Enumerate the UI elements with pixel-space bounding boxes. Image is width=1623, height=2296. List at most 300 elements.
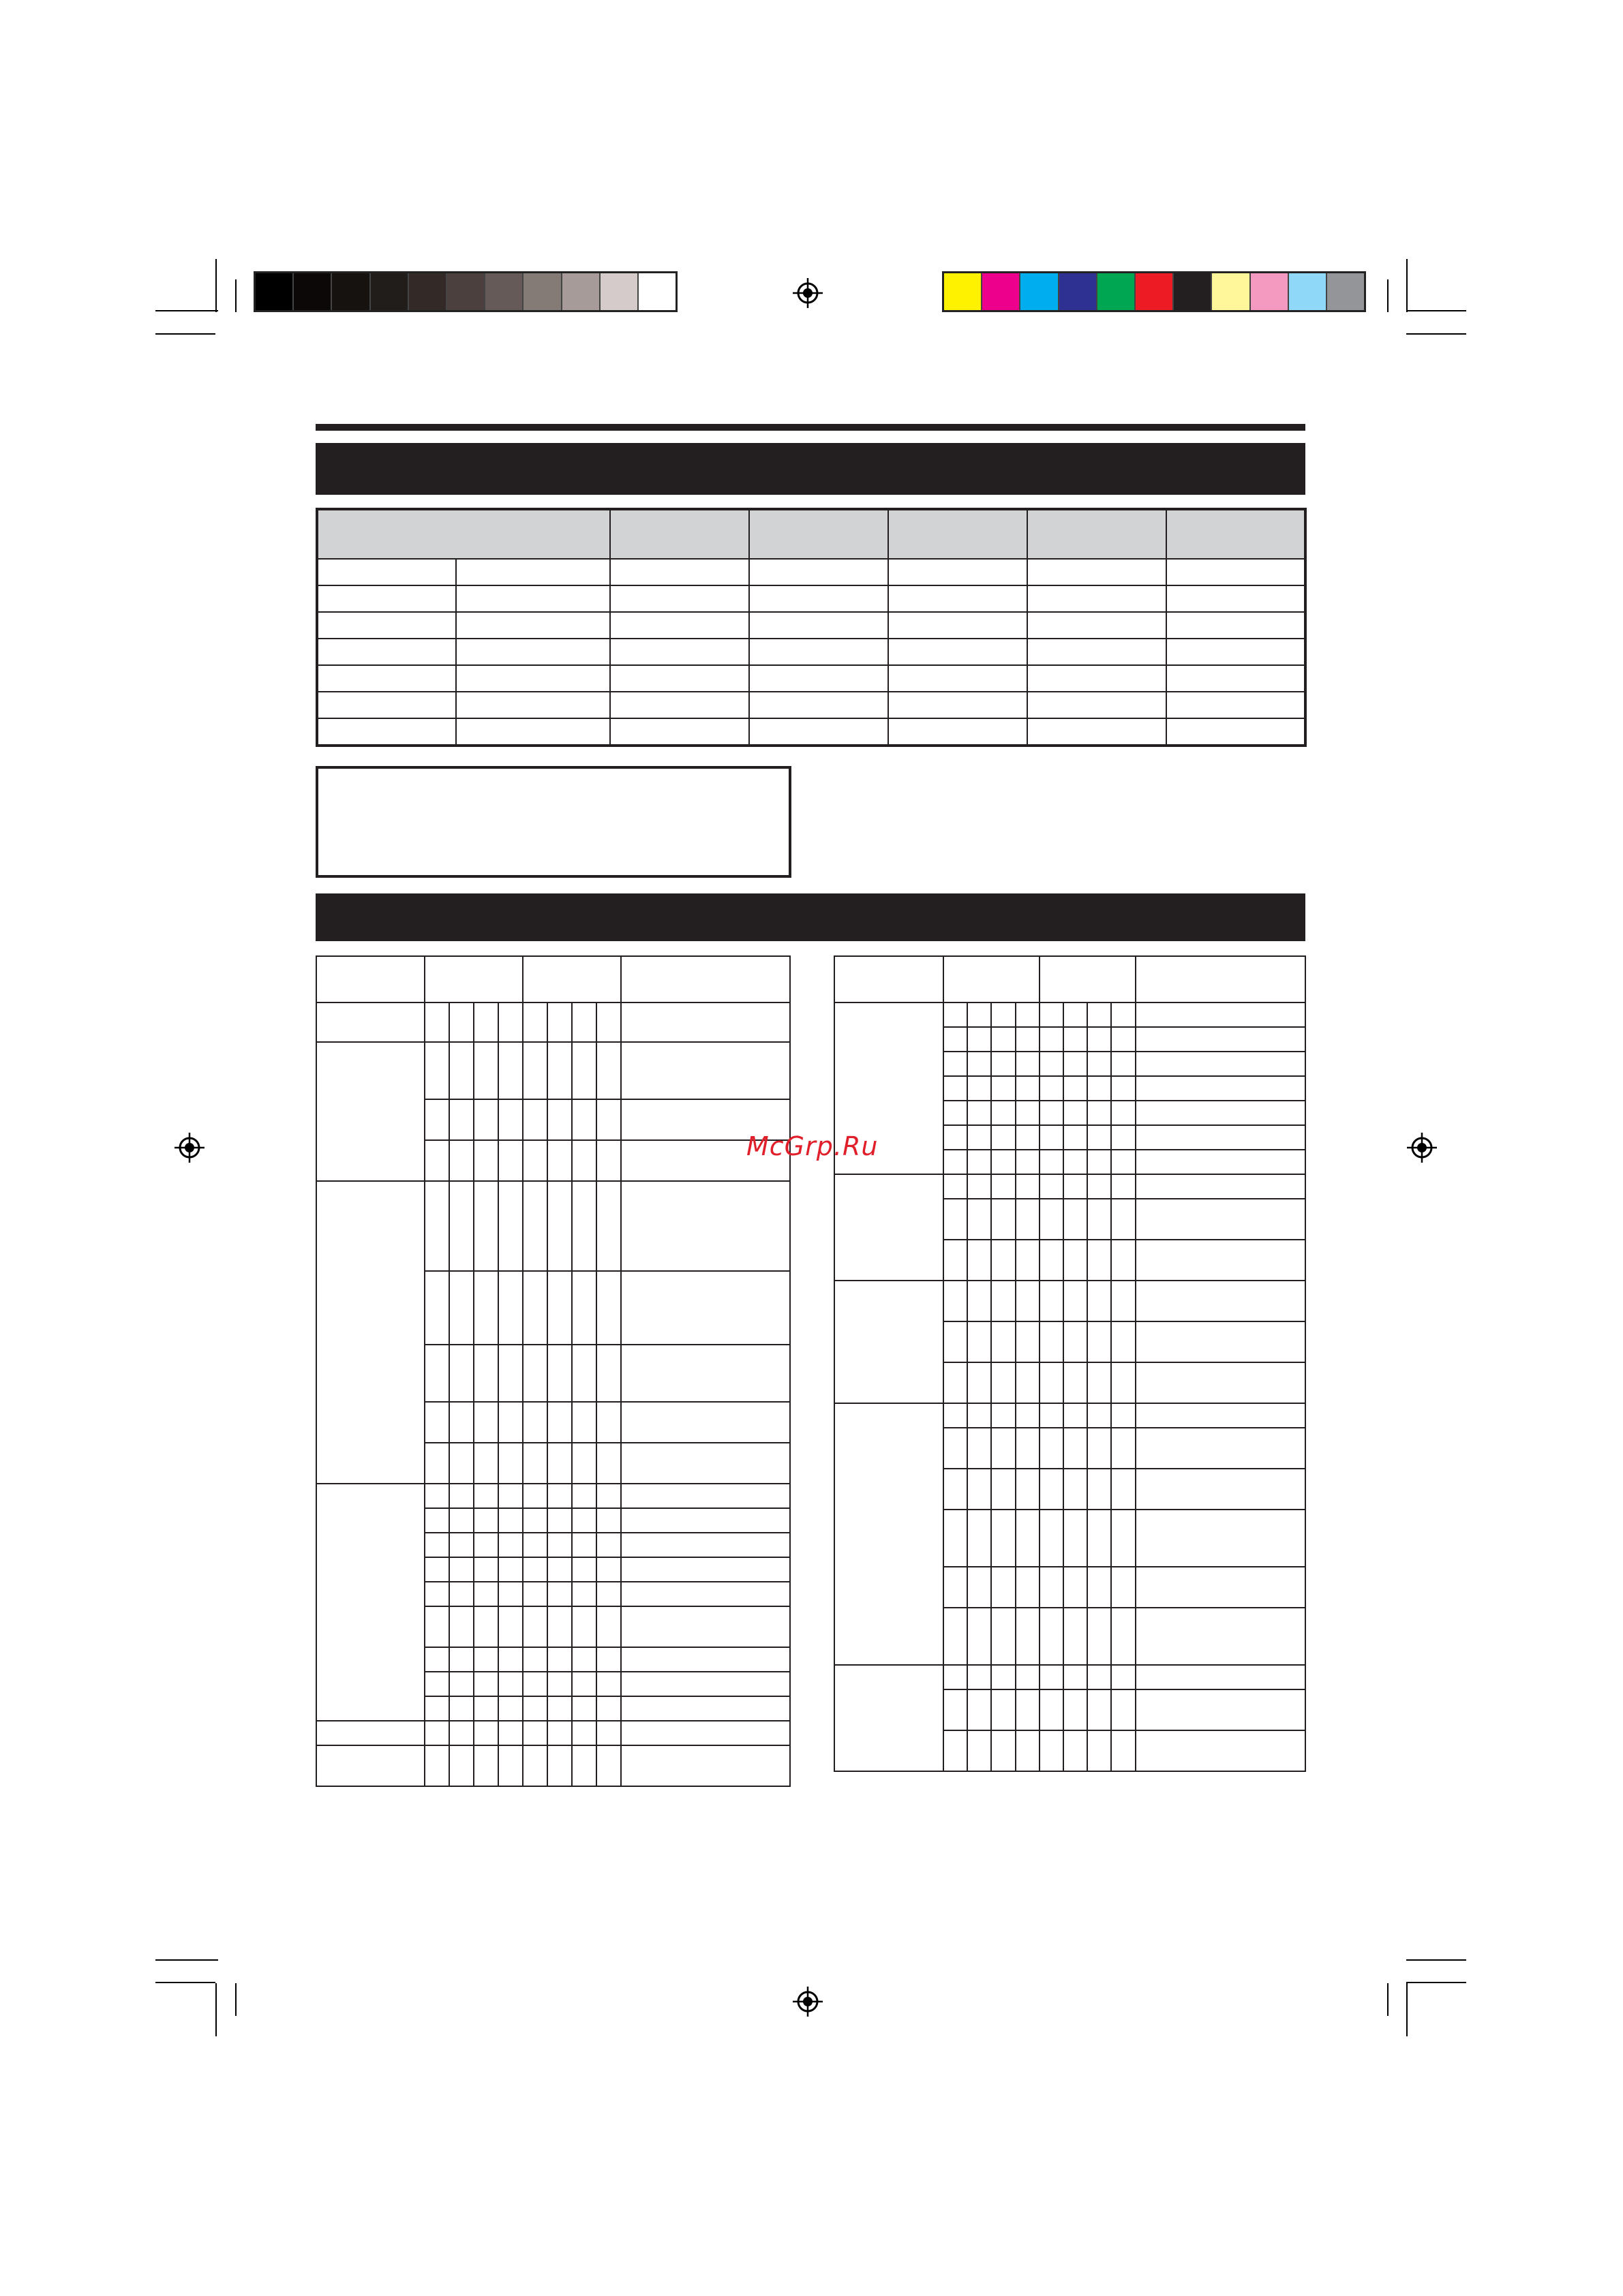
spec-cell [610,585,749,612]
grid-cell [1063,1665,1087,1689]
grid-cell [523,1508,547,1533]
grid-cell [991,1362,1015,1403]
spec-table-row [317,639,1305,665]
grid-cell [1016,1608,1040,1665]
grid-cell [523,1484,547,1508]
grid-cell [449,1002,474,1042]
grid-cell [1040,1240,1063,1281]
grid-cell [596,1557,621,1582]
grid-cell [1136,1567,1305,1608]
spec-cell [1166,612,1305,639]
grid-header-cell [523,956,621,1002]
grid-cell [1136,1052,1305,1076]
grid-cell [498,1533,523,1557]
grid-group-cell [834,1281,943,1403]
grid-cell [991,1150,1015,1174]
grid-cell [1063,1362,1087,1403]
grid-cell [596,1002,621,1042]
grid-row [316,1042,790,1099]
grid-cell [1111,1321,1135,1362]
crop-mark [155,1959,218,1961]
grid-cell [943,1052,967,1076]
grid-cell [596,1402,621,1443]
grid-cell [1136,1150,1305,1174]
spec-cell [317,612,456,639]
grid-cell [967,1125,991,1150]
grid-cell [1063,1689,1087,1730]
grid-group-cell [834,1665,943,1771]
grid-header-cell [834,956,943,1002]
grid-cell [621,1696,790,1721]
grid-cell [425,1345,449,1402]
grid-cell [596,1271,621,1345]
grid-cell [1111,1567,1135,1608]
grid-cell [991,1125,1015,1150]
grid-cell [621,1443,790,1484]
crop-mark [155,1982,215,1983]
grid-cell [523,1140,547,1181]
grid-row [316,1745,790,1786]
section-header-band [316,893,1305,941]
crop-mark [1406,1959,1466,1961]
grid-cell [1063,1174,1087,1199]
spec-cell [317,692,456,718]
spec-cell [610,692,749,718]
grid-cell [1111,1150,1135,1174]
grid-cell [1111,1665,1135,1689]
grid-cell [621,1181,790,1271]
grid-cell [1040,1730,1063,1771]
grid-cell [1063,1150,1087,1174]
grid-cell [572,1508,596,1533]
color-calibration-bar [942,271,1366,312]
grid-cell [991,1240,1015,1281]
grid-cell [967,1002,991,1027]
grid-cell [1136,1689,1305,1730]
grid-cell [449,1557,474,1582]
grid-cell [1063,1240,1087,1281]
grid-cell [1016,1730,1040,1771]
grid-cell [943,1403,967,1428]
grid-cell [523,1647,547,1672]
grid-cell [449,1533,474,1557]
grid-cell [1040,1689,1063,1730]
grid-cell [621,1002,790,1042]
color-swatch [639,273,676,310]
grid-cell [1063,1567,1087,1608]
grid-cell [425,1557,449,1582]
grid-cell [967,1608,991,1665]
grid-cell [1111,1608,1135,1665]
grid-cell [498,1443,523,1484]
grid-row [316,1002,790,1042]
grid-cell [1016,1362,1040,1403]
grid-cell [425,1181,449,1271]
grid-cell [1040,1403,1063,1428]
spec-cell [888,718,1027,746]
grid-cell [1087,1281,1111,1321]
grid-cell [474,1099,498,1140]
grid-cell [523,1443,547,1484]
grid-cell [572,1042,596,1099]
grid-cell [449,1271,474,1345]
grid-cell [498,1181,523,1271]
grid-cell [967,1101,991,1125]
grid-cell [1063,1469,1087,1510]
grid-cell [449,1582,474,1606]
grid-cell [572,1271,596,1345]
grid-cell [1016,1403,1040,1428]
grid-cell [523,1042,547,1099]
grid-cell [621,1271,790,1345]
grid-cell [498,1271,523,1345]
spec-header-cell [1027,509,1166,559]
grid-cell [547,1002,572,1042]
grid-cell [967,1428,991,1469]
grid-cell [1040,1125,1063,1150]
spec-cell [317,639,456,665]
grid-cell [1087,1608,1111,1665]
grid-cell [425,1443,449,1484]
color-swatch [1174,273,1212,310]
grid-cell [523,1606,547,1647]
color-swatch [1097,273,1136,310]
spec-table-row [317,692,1305,718]
grid-row [316,1181,790,1271]
grid-cell [967,1689,991,1730]
grid-cell [547,1582,572,1606]
grid-cell [991,1730,1015,1771]
grid-cell [425,1672,449,1696]
grid-cell [572,1402,596,1443]
grid-cell [1111,1002,1135,1027]
grid-cell [1136,1027,1305,1052]
grid-row [834,1174,1305,1199]
grid-cell [474,1042,498,1099]
color-swatch [485,273,524,310]
grid-cell [621,1582,790,1606]
grid-cell [498,1557,523,1582]
spec-cell [1166,692,1305,718]
grid-cell [991,1510,1015,1567]
grid-cell [572,1002,596,1042]
grid-cell [621,1721,790,1745]
grid-cell [474,1606,498,1647]
grid-cell [523,1696,547,1721]
grid-cell [1016,1174,1040,1199]
color-swatch [332,273,370,310]
grid-cell [523,1672,547,1696]
spec-cell [1166,559,1305,585]
grid-cell [547,1042,572,1099]
spec-cell [1166,718,1305,746]
grid-cell [425,1582,449,1606]
grid-cell [1016,1150,1040,1174]
color-swatch [1059,273,1097,310]
grid-cell [498,1745,523,1786]
grid-cell [572,1181,596,1271]
grid-cell [1016,1428,1040,1469]
grid-cell [1111,1027,1135,1052]
grid-cell [425,1745,449,1786]
grid-header-cell [621,956,790,1002]
grid-cell [547,1721,572,1745]
grid-cell [523,1533,547,1557]
grid-cell [621,1345,790,1402]
grid-cell [943,1199,967,1240]
spec-table-row [317,665,1305,692]
grid-cell [474,1508,498,1533]
grid-cell [1063,1281,1087,1321]
grid-cell [1040,1321,1063,1362]
grid-cell [547,1606,572,1647]
grid-cell [572,1672,596,1696]
grid-cell [474,1745,498,1786]
grid-header-cell [316,956,425,1002]
grid-group-cell [834,1403,943,1665]
grid-cell [943,1510,967,1567]
spec-header-cell [1166,509,1305,559]
grid-cell [1016,1101,1040,1125]
grid-group-cell [316,1042,425,1181]
grid-cell [1063,1510,1087,1567]
crop-mark [1406,259,1408,312]
grid-cell [523,1271,547,1345]
grid-cell [425,1099,449,1140]
grid-cell [425,1484,449,1508]
grid-cell [967,1362,991,1403]
grid-cell [474,1271,498,1345]
grid-cell [572,1484,596,1508]
grid-cell [449,1345,474,1402]
grid-cell [449,1099,474,1140]
grid-cell [1016,1002,1040,1027]
spec-cell [456,718,610,746]
grid-cell [1111,1125,1135,1150]
grid-cell [621,1672,790,1696]
crop-mark [215,259,217,312]
grid-cell [425,1647,449,1672]
grid-cell [572,1647,596,1672]
grid-cell [572,1533,596,1557]
grid-cell [1136,1469,1305,1510]
spec-cell [1027,559,1166,585]
grid-cell [547,1345,572,1402]
spec-cell [610,559,749,585]
grid-cell [991,1027,1015,1052]
grid-row [316,1484,790,1508]
grid-cell [1087,1730,1111,1771]
grid-group-cell [316,1745,425,1786]
grid-cell [1087,1125,1111,1150]
grid-cell [1040,1174,1063,1199]
color-swatch [1327,273,1364,310]
grid-cell [474,1484,498,1508]
spec-cell [888,585,1027,612]
grid-row [834,1281,1305,1321]
grid-cell [596,1647,621,1672]
grid-cell [449,1443,474,1484]
grid-cell [547,1140,572,1181]
grid-cell [943,1608,967,1665]
spec-cell [1027,639,1166,665]
grid-cell [943,1665,967,1689]
grid-cell [1016,1689,1040,1730]
grid-cell [1136,1403,1305,1428]
grid-cell [425,1606,449,1647]
spec-cell [749,639,888,665]
grid-cell [498,1140,523,1181]
grid-header-cell [425,956,523,1002]
grid-cell [1111,1428,1135,1469]
color-swatch [982,273,1020,310]
left-grid-table [316,955,791,1787]
grid-cell [1040,1027,1063,1052]
grid-cell [1136,1002,1305,1027]
grid-cell [1136,1730,1305,1771]
grid-cell [1040,1567,1063,1608]
grid-cell [449,1745,474,1786]
grid-cell [449,1402,474,1443]
grid-cell [621,1508,790,1533]
grid-cell [1111,1510,1135,1567]
grid-cell [1016,1076,1040,1101]
grid-cell [547,1271,572,1345]
grid-cell [449,1140,474,1181]
grid-cell [425,1696,449,1721]
grid-cell [572,1582,596,1606]
grid-cell [991,1689,1015,1730]
spec-cell [610,639,749,665]
spec-cell [317,665,456,692]
grid-cell [967,1665,991,1689]
spec-cell [456,559,610,585]
grid-cell [1087,1002,1111,1027]
grid-cell [1063,1101,1087,1125]
grid-row [316,1721,790,1745]
grid-cell [1063,1027,1087,1052]
spec-cell [456,612,610,639]
grid-cell [991,1321,1015,1362]
grid-group-cell [834,1174,943,1281]
spec-cell [1027,665,1166,692]
grid-cell [1111,1101,1135,1125]
grid-cell [991,1076,1015,1101]
grid-cell [1063,1125,1087,1150]
grid-cell [1087,1362,1111,1403]
grid-cell [449,1042,474,1099]
grid-cell [991,1281,1015,1321]
grid-cell [1040,1101,1063,1125]
grid-cell [572,1721,596,1745]
grid-cell [1016,1240,1040,1281]
grid-cell [547,1696,572,1721]
color-swatch [1289,273,1327,310]
section-header-band [316,443,1305,495]
registration-mark-icon [1407,1133,1437,1163]
registration-mark-icon [793,1987,823,2017]
grid-cell [596,1721,621,1745]
grid-cell [1040,1362,1063,1403]
grid-cell [1087,1510,1111,1567]
color-swatch [447,273,485,310]
grid-cell [1063,1403,1087,1428]
crop-mark [1406,333,1466,335]
grid-cell [943,1076,967,1101]
grid-cell [425,1508,449,1533]
grid-cell [596,1484,621,1508]
grid-cell [474,1557,498,1582]
grid-cell [991,1567,1015,1608]
grid-cell [943,1321,967,1362]
spec-cell [888,559,1027,585]
grid-cell [425,1140,449,1181]
grid-cell [1087,1321,1111,1362]
grid-cell [967,1321,991,1362]
grid-cell [449,1647,474,1672]
grid-cell [967,1281,991,1321]
grid-cell [991,1608,1015,1665]
grid-cell [1016,1199,1040,1240]
crop-mark [235,279,237,312]
grid-cell [498,1647,523,1672]
grid-cell [943,1567,967,1608]
grid-cell [967,1052,991,1076]
grid-cell [1063,1428,1087,1469]
grid-cell [621,1745,790,1786]
grid-group-cell [316,1181,425,1484]
crop-mark [155,333,215,335]
grid-cell [523,1099,547,1140]
spec-cell [749,559,888,585]
grid-cell [1087,1240,1111,1281]
grid-cell [449,1721,474,1745]
grid-cell [474,1696,498,1721]
grid-cell [621,1402,790,1443]
grid-cell [498,1672,523,1696]
grid-cell [547,1672,572,1696]
grid-cell [498,1721,523,1745]
grid-cell [943,1469,967,1510]
grid-row [834,1403,1305,1428]
spec-cell [1166,665,1305,692]
grid-cell [474,1181,498,1271]
grid-cell [572,1345,596,1402]
grid-cell [596,1181,621,1271]
grid-cell [1040,1052,1063,1076]
grid-cell [523,1582,547,1606]
grid-cell [474,1647,498,1672]
grid-cell [1136,1125,1305,1150]
spec-cell [610,718,749,746]
spec-cell [1027,585,1166,612]
grid-cell [474,1402,498,1443]
grid-cell [474,1002,498,1042]
grid-cell [596,1099,621,1140]
grid-cell [449,1606,474,1647]
crop-mark [215,1983,217,2036]
grid-cell [1111,1240,1135,1281]
color-swatch [294,273,332,310]
grid-cell [449,1696,474,1721]
grayscale-calibration-bar [254,271,678,312]
grid-cell [991,1101,1015,1125]
color-swatch [371,273,409,310]
grid-cell [967,1027,991,1052]
grid-cell [572,1696,596,1721]
grid-cell [1087,1174,1111,1199]
grid-cell [1136,1199,1305,1240]
